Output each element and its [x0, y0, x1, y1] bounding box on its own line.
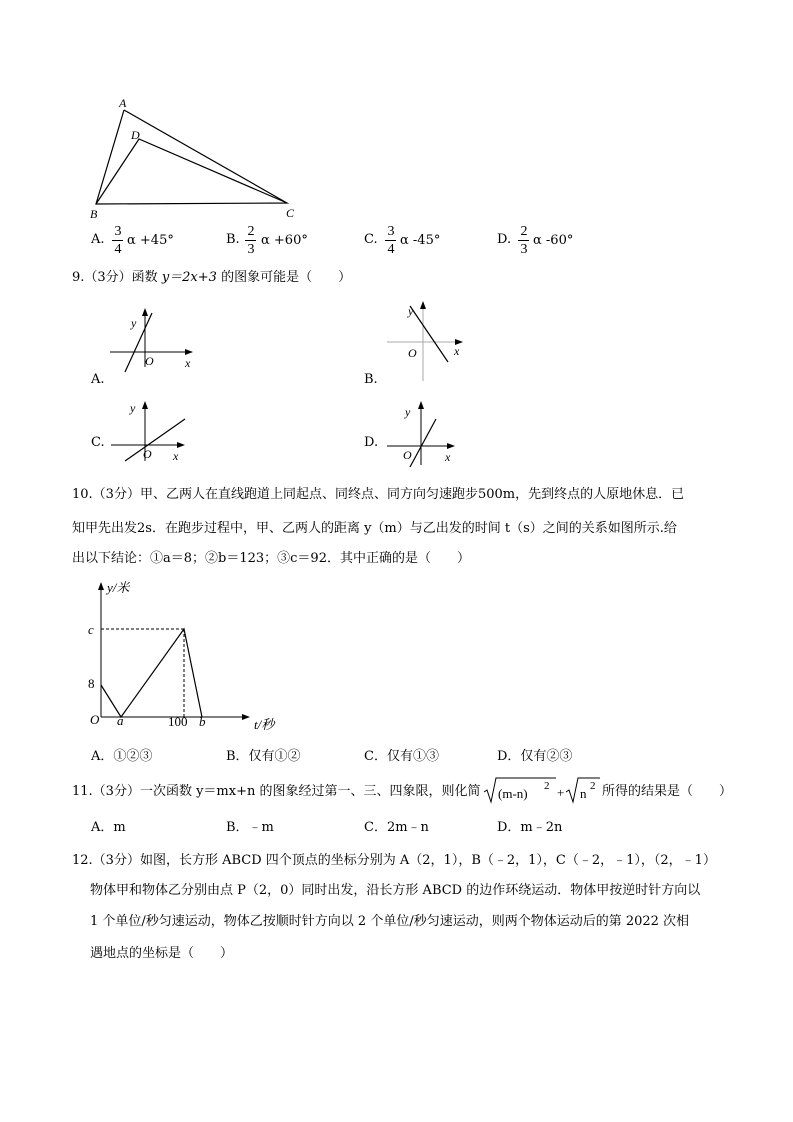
x-axis-label: t/秒 — [254, 717, 275, 732]
origin-label: O — [90, 712, 100, 727]
origin-label: O — [145, 354, 154, 368]
point-c-label: C — [286, 206, 295, 220]
option-label: C. — [364, 232, 378, 247]
y-label: y — [131, 316, 137, 330]
y-label: y — [405, 405, 411, 419]
point-b-label: B — [90, 207, 98, 221]
q10-stem-line-3: 出以下结论：①a＝8；②b＝123；③c＝92．其中正确的是（ ） — [72, 551, 470, 566]
q9-option-a-label: A. — [91, 372, 105, 387]
x-label: x — [173, 449, 179, 463]
origin-label: O — [143, 447, 152, 461]
graph-line — [410, 419, 436, 467]
fraction-denominator: 3 — [247, 242, 255, 257]
q12-stem-line-1: 12.（3分）如图，长方形 ABCD 四个顶点的坐标分别为 A（2，1），B（﹣2，1），C（﹣2，﹣1），（2，﹣1） — [72, 853, 716, 868]
q11-stem-suffix: 所得的结果是（ ） — [602, 784, 733, 799]
q10-stem-line-1: 10.（3分）甲、乙两人在直线跑道上同起点、同终点、同方向匀速跑步500m，先到终点的人原地休息．已 — [72, 487, 685, 502]
fraction-numerator: 2 — [520, 224, 528, 239]
point-d-label: D — [131, 128, 140, 142]
q11-option-c: C．2m﹣n — [364, 820, 429, 835]
x-axis-arrow — [447, 443, 455, 449]
x-axis-arrow — [185, 349, 193, 355]
sqrt2-content: n — [580, 786, 587, 801]
eight-tick-label: 8 — [88, 676, 95, 691]
y-axis-arrow — [420, 301, 426, 309]
q10-stem-line-2: 知甲先出发2s．在跑步过程中，甲、乙两人的距离 y（m）与乙出发的时间 t（s）之间的关系如图所示.给 — [72, 521, 677, 536]
x-label: x — [185, 356, 191, 370]
fraction-numerator: 3 — [114, 224, 122, 239]
q9-graph-d — [383, 395, 473, 470]
q10-option-c: C．仅有①③ — [364, 749, 439, 764]
q10-distance-time-graph — [84, 577, 294, 737]
hundred-tick-label: 100 — [168, 714, 188, 729]
q10-option-d: D．仅有②③ — [497, 749, 573, 764]
plus-sign: + — [557, 785, 565, 800]
x-label: x — [454, 344, 460, 358]
y-axis-arrow — [142, 401, 148, 409]
fraction-bar — [112, 240, 123, 241]
q9-graph-a — [105, 305, 205, 375]
q11-option-d: D．m﹣2n — [497, 820, 563, 835]
sqrt1-content: (m-n) — [498, 786, 528, 801]
fraction-denominator: 3 — [520, 242, 528, 257]
option-expression: α -60° — [533, 233, 574, 248]
a-tick-label: a — [117, 713, 124, 728]
fraction-numerator: 2 — [247, 224, 255, 239]
b-tick-label: b — [199, 714, 206, 729]
q9-option-c-label: C. — [91, 435, 105, 450]
option-expression: α +45° — [127, 233, 174, 248]
triangle-abc — [96, 110, 287, 204]
fraction-bar — [518, 240, 529, 241]
q11-stem-prefix: 11.（3分）一次函数 y＝mx+n 的图象经过第一、三、四象限，则化简 — [72, 784, 481, 799]
fraction-denominator: 4 — [387, 242, 395, 257]
triangle-figure — [85, 92, 305, 222]
option-expression: α +60° — [261, 233, 308, 248]
fraction-bar — [245, 240, 256, 241]
fraction-denominator: 4 — [114, 242, 122, 257]
fraction-bar — [385, 240, 396, 241]
option-label: B. — [226, 232, 240, 247]
q12-stem-line-3: 1 个单位/秒匀速运动，物体乙按顺时针方向以 2 个单位/秒匀速运动，则两个物体运动后的第 2022 次相 — [90, 914, 690, 929]
q10-option-a: A．①②③ — [91, 749, 153, 764]
option-label: A. — [91, 232, 105, 247]
q11-option-a: A．m — [91, 820, 126, 835]
q9-stem-suffix: 的图象可能是（ ） — [216, 270, 352, 285]
q9-graph-c — [105, 395, 205, 465]
q12-stem-line-2: 物体甲和物体乙分别由点 P（2，0）同时出发，沿长方形 ABCD 的边作环绕运动．物体甲按逆时针方向以 — [90, 883, 701, 898]
y-axis-label: y/米 — [107, 580, 130, 595]
q9-option-d-label: D. — [364, 435, 379, 450]
y-axis-arrow — [418, 401, 424, 409]
fraction-numerator: 3 — [387, 224, 395, 239]
q12-stem-line-4: 遇地点的坐标是（ ） — [90, 946, 234, 961]
sqrt2-exponent: 2 — [590, 780, 596, 792]
y-label: y — [408, 304, 414, 318]
y-label: y — [130, 401, 136, 415]
q10-option-b: B．仅有①② — [226, 749, 301, 764]
q11-option-b: B．﹣m — [226, 820, 274, 835]
origin-label: O — [403, 448, 412, 462]
x-axis-arrow — [242, 714, 250, 720]
q9-option-b-label: B. — [364, 372, 378, 387]
origin-label: O — [408, 346, 417, 360]
y-axis-arrow — [142, 308, 148, 316]
c-tick-label: c — [88, 622, 94, 637]
q9-formula: y＝2x+3 — [161, 270, 217, 285]
x-label: x — [445, 450, 451, 464]
q9-stem-prefix: 9.（3分）函数 — [72, 270, 162, 285]
q9-stem — [72, 270, 351, 286]
point-a-label: A — [119, 96, 127, 110]
y-axis-arrow — [98, 582, 104, 590]
q9-graph-b — [383, 298, 473, 383]
distance-polyline — [101, 629, 202, 717]
option-expression: α -45° — [400, 233, 441, 248]
option-label: D. — [497, 232, 512, 247]
x-axis-arrow — [177, 442, 185, 448]
sqrt1-exponent: 2 — [544, 780, 550, 792]
